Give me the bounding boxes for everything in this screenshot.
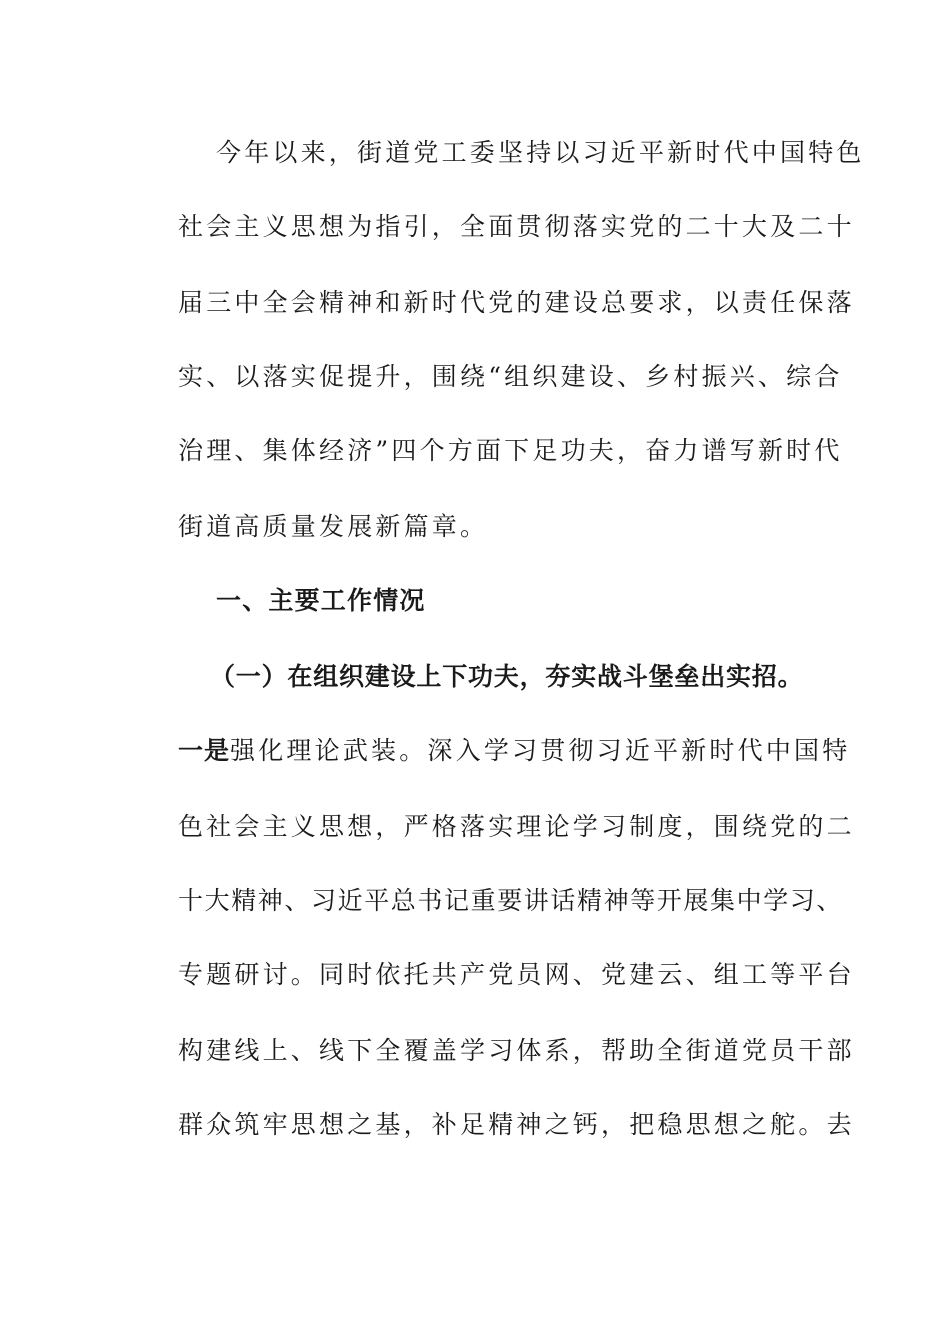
- paragraph-1-line-2: 社会主义思想为指引，全面贯彻落实党的二十大及二十: [178, 212, 855, 241]
- paragraph-2-line-1-text: 强化理论武装。深入学习贯彻习近平新时代中国特: [230, 736, 851, 765]
- subsection-heading: （一）在组织建设上下功夫，夯实战斗堡垒出实招。: [210, 662, 804, 691]
- paragraph-1-line-3: 届三中全会精神和新时代党的建设总要求，以责任保落: [178, 288, 855, 317]
- section-heading: 一、主要工作情况: [216, 586, 426, 615]
- paragraph-2-line-1: [178, 734, 851, 768]
- paragraph-2-line-5: 构建线上、线下全覆盖学习体系，帮助全街道党员干部: [178, 1036, 855, 1065]
- paragraph-2-line-4: 专题研讨。同时依托共产党员网、党建云、组工等平台: [178, 960, 855, 989]
- paragraph-2-lead: 一是: [178, 736, 231, 765]
- paragraph-1-line-1: 今年以来，街道党工委坚持以习近平新时代中国特色: [216, 138, 865, 167]
- paragraph-2-line-3: 十大精神、习近平总书记重要讲话精神等开展集中学习、: [178, 886, 844, 915]
- paragraph-2-line-2: 色社会主义思想，严格落实理论学习制度，围绕党的二: [178, 812, 855, 841]
- paragraph-1-line-5: 治理、集体经济”四个方面下足功夫，奋力谱写新时代: [178, 436, 843, 465]
- paragraph-1-line-4: 实、以落实促提升，围绕“组织建设、乡村振兴、综合: [178, 362, 843, 391]
- paragraph-1-line-6: 街道高质量发展新篇章。: [178, 512, 489, 541]
- paragraph-2-line-6: 群众筑牢思想之基，补足精神之钙，把稳思想之舵。去: [178, 1110, 855, 1139]
